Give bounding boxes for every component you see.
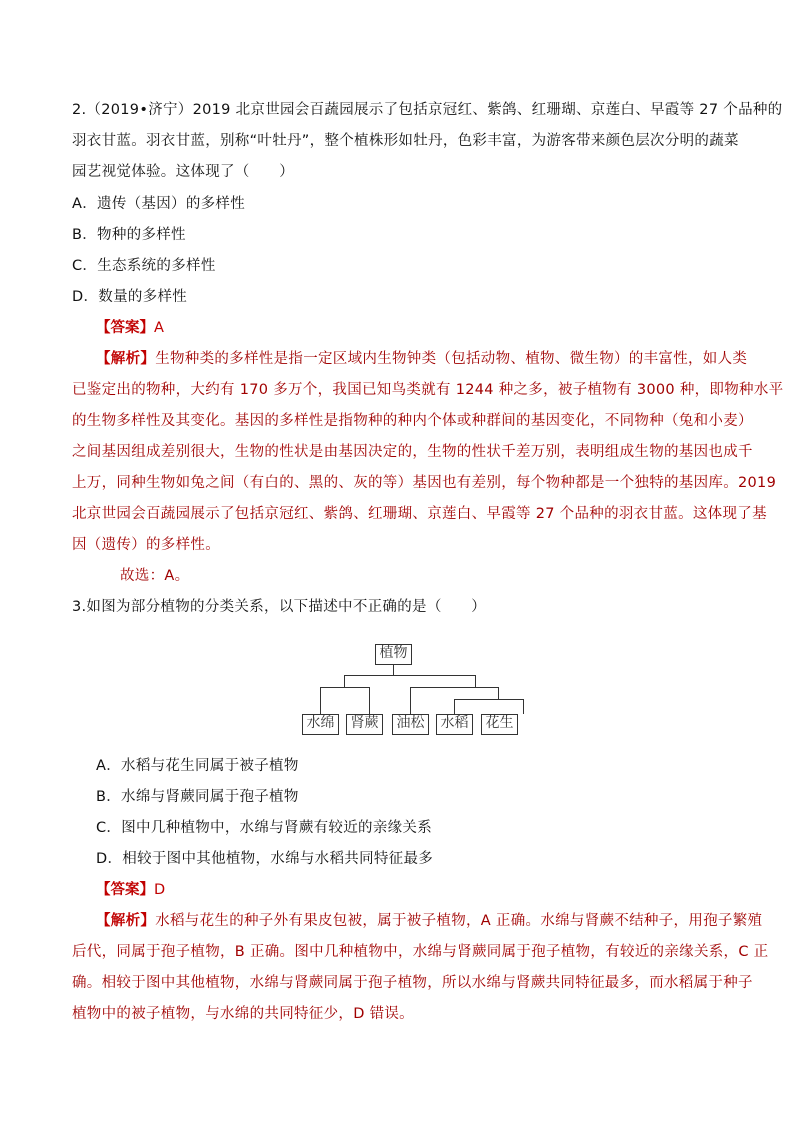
q3-analysis-line-1 [96, 911, 763, 931]
q2-option-a: A．遗传（基因）的多样性 [72, 196, 246, 212]
q2-stem-line-2: 羽衣甘蓝。羽衣甘蓝，别称“叶牡丹”，整个植株形如牡丹，色彩丰富，为游客带来颜色层次分明的蔬菜 [72, 133, 739, 149]
diagram-right-stem [475, 675, 476, 687]
q3-option-b: B．水绵与肾蕨同属于孢子植物 [96, 789, 299, 805]
diagram-stem-right [498, 687, 499, 699]
diagram-stem-1 [320, 687, 321, 714]
q3-analysis-line-2: 后代，同属于孢子植物，B 正确。图中几种植物中，水绵与肾蕨同属于孢子植物，有较近的亲缘关系，C 正 [72, 944, 769, 960]
classification-diagram [302, 642, 524, 738]
diagram-stem-3 [410, 687, 411, 714]
diagram-sub-bar [454, 699, 524, 700]
q2-analysis-line-7: 因（遗传）的多样性。 [72, 537, 220, 553]
q3-analysis-line-3: 确。相较于图中其他植物，水绵与肾蕨同属于孢子植物，所以水绵与肾蕨共同特征最多，而水稻属于种子 [72, 975, 753, 991]
q2-option-c: C．生态系统的多样性 [72, 258, 216, 274]
q3-answer [96, 880, 165, 900]
diagram-root-box: 植物 [375, 644, 412, 665]
q3-option-d: D．相较于图中其他植物，水绵与水稻共同特征最多 [96, 851, 434, 867]
q3-stem: 3.如图为部分植物的分类关系，以下描述中不正确的是（ ） [72, 599, 487, 615]
q2-answer [96, 318, 164, 338]
q3-option-a: A．水稻与花生同属于被子植物 [96, 758, 299, 774]
diagram-left-stem [344, 675, 345, 687]
q2-answer-label: 【答案】 [96, 320, 154, 336]
diagram-leaf-3: 油松 [392, 714, 429, 735]
q2-stem-line-3: 园艺视觉体验。这体现了（ ） [72, 164, 294, 180]
q2-analysis-text-1: 生物种类的多样性是指一定区域内生物钟类（包括动物、植物、微生物）的丰富性，如人类 [155, 351, 748, 367]
q3-answer-label: 【答案】 [96, 882, 154, 898]
q2-option-b: B．物种的多样性 [72, 227, 186, 243]
q2-analysis-line-5: 上万，同种生物如兔之间（有白的、黑的、灰的等）基因也有差别，每个物种都是一个独特的基因库。2019 [72, 475, 777, 491]
diagram-stem-2 [369, 687, 370, 714]
diagram-leaf-4: 水稻 [436, 714, 473, 735]
q2-analysis-line-4: 之间基因组成差别很大，生物的性状是由基因决定的，生物的性状千差万别，表明组成生物的基因也成千 [72, 444, 753, 460]
q2-stem-line-1: 2.（2019•济宁）2019 北京世园会百蔬园展示了包括京冠红、紫鸽、红珊瑚、京莲白、早霞等 27 个品种的 [72, 102, 783, 118]
q2-analysis-line-2: 已鉴定出的物种，大约有 170 多万个，我国已知鸟类就有 1244 种之多，被子植物有 3000 种，即物种水平 [72, 382, 784, 398]
q3-analysis-text-1: 水稻与花生的种子外有果皮包被，属于被子植物，A 正确。水绵与肾蕨不结种子，用孢子繁殖 [155, 913, 763, 929]
diagram-leaf-1: 水绵 [302, 714, 339, 735]
q3-analysis-label: 【解析】 [96, 913, 156, 929]
q2-analysis-line-3: 的生物多样性及其变化。基因的多样性是指物种的种内个体或种群间的基因变化，不同物种（兔和小麦） [72, 413, 753, 429]
diagram-leaf-2: 肾蕨 [346, 714, 383, 735]
diagram-right-bar [410, 687, 498, 688]
q2-analysis-label: 【解析】 [96, 351, 156, 367]
q2-option-d: D．数量的多样性 [72, 289, 188, 305]
diagram-leaf-5: 花生 [481, 714, 518, 735]
q2-analysis-line-6: 北京世园会百蔬园展示了包括京冠红、紫鸽、红珊瑚、京莲白、早霞等 27 个品种的羽衣甘蓝。这体现了基 [72, 506, 767, 522]
diagram-stem-4 [454, 699, 455, 714]
diagram-top-bar [344, 675, 475, 676]
q2-analysis-line-1 [96, 349, 756, 369]
q3-analysis-line-4: 植物中的被子植物，与水绵的共同特征少，D 错误。 [72, 1006, 414, 1022]
q3-option-c: C．图中几种植物中，水绵与肾蕨有较近的亲缘关系 [96, 820, 433, 836]
diagram-stem-5 [523, 699, 524, 714]
q2-answer-value: A [154, 320, 164, 336]
q2-choose: 故选：A。 [120, 568, 190, 584]
diagram-left-bar [320, 687, 369, 688]
q3-answer-value: D [154, 882, 166, 898]
